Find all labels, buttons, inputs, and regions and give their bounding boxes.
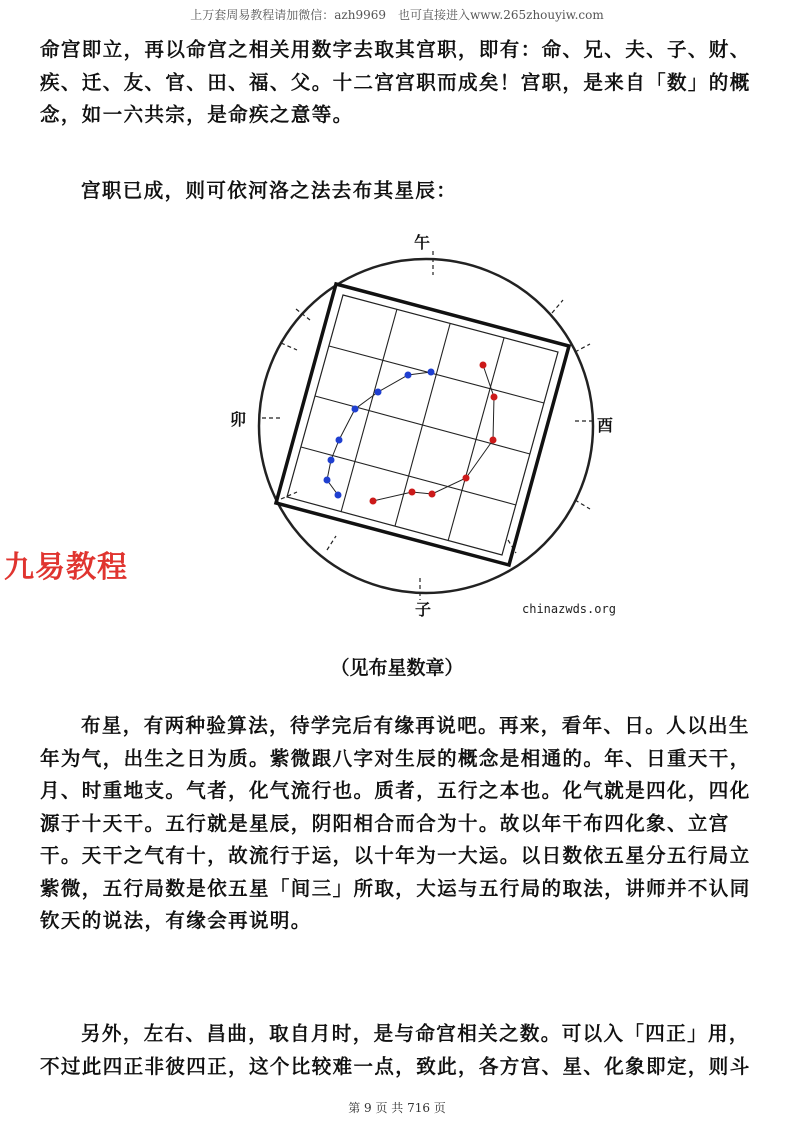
- red-star-dot: [491, 394, 498, 401]
- label-mao: 卯: [230, 410, 247, 429]
- blue-star-dot: [405, 372, 412, 379]
- label-you: 酉: [597, 416, 614, 435]
- blue-star-dot: [336, 437, 343, 444]
- red-star-dot: [463, 475, 470, 482]
- blue-star-dot: [328, 457, 335, 464]
- blue-star-dot: [352, 406, 359, 413]
- page-header: 上万套周易教程请加微信：azh9969 也可直接进入www.265zhouyiw.com: [190, 8, 604, 22]
- page-footer: 第 9 页 共 716 页: [348, 1101, 446, 1115]
- site-credit: chinazwds.org: [522, 602, 616, 616]
- blue-star-dot: [335, 492, 342, 499]
- paragraph-star-calculation: 布星，有两种验算法，待学完后有缘再说吧。再来，看年、日。人以出生年为气，出生之日为质。紫微跟八字对生辰的概念是相通的。年、日重天干，月、时重地支。气者，化气流行也。质者，五行之本也。化气就是四化，四化源于十天干。五行就是星辰，阴阳相合而合为十。故以年干布四化象、立宫干。天干之气有十，故流行于运，以十年为一大运。以日数依五星分五行局立紫微，五行局数是依五星「间三」所取，大运与五行局的取法，讲师并不认同钦天的说法，有缘会再说明。: [40, 714, 751, 932]
- red-star-dot: [480, 362, 487, 369]
- paragraph-palace-roles: 命宫即立，再以命宫之相关用数字去取其宫职，即有：命、兄、夫、子、财、疾、迁、友、官、田、福、父。十二宫宫职而成矣！宫职，是来自「数」的概念，如一六共宗，是命疾之意等。: [40, 38, 751, 126]
- red-star-dot: [370, 498, 377, 505]
- blue-star-dot: [375, 389, 382, 396]
- red-star-dot: [490, 437, 497, 444]
- label-zi: 子: [415, 600, 432, 619]
- red-star-dot: [409, 489, 416, 496]
- watermark-logo: 九易教程: [4, 550, 128, 585]
- paragraph-four-directions: 另外，左右、昌曲，取自月时，是与命宫相关之数。可以入「四正」用，不过此四正非彼四正，这个比较难一点，致此，各方宫、星、化象即定，则斗: [40, 1022, 751, 1078]
- blue-star-dot: [428, 369, 435, 376]
- figure-caption: （见布星数章）: [330, 657, 464, 679]
- paragraph-stars-intro: 宫职已成，则可依河洛之法去布其星辰：: [81, 179, 458, 202]
- red-star-dot: [429, 491, 436, 498]
- label-wu: 午: [414, 233, 431, 252]
- tilted-board: [276, 284, 569, 565]
- blue-star-dot: [324, 477, 331, 484]
